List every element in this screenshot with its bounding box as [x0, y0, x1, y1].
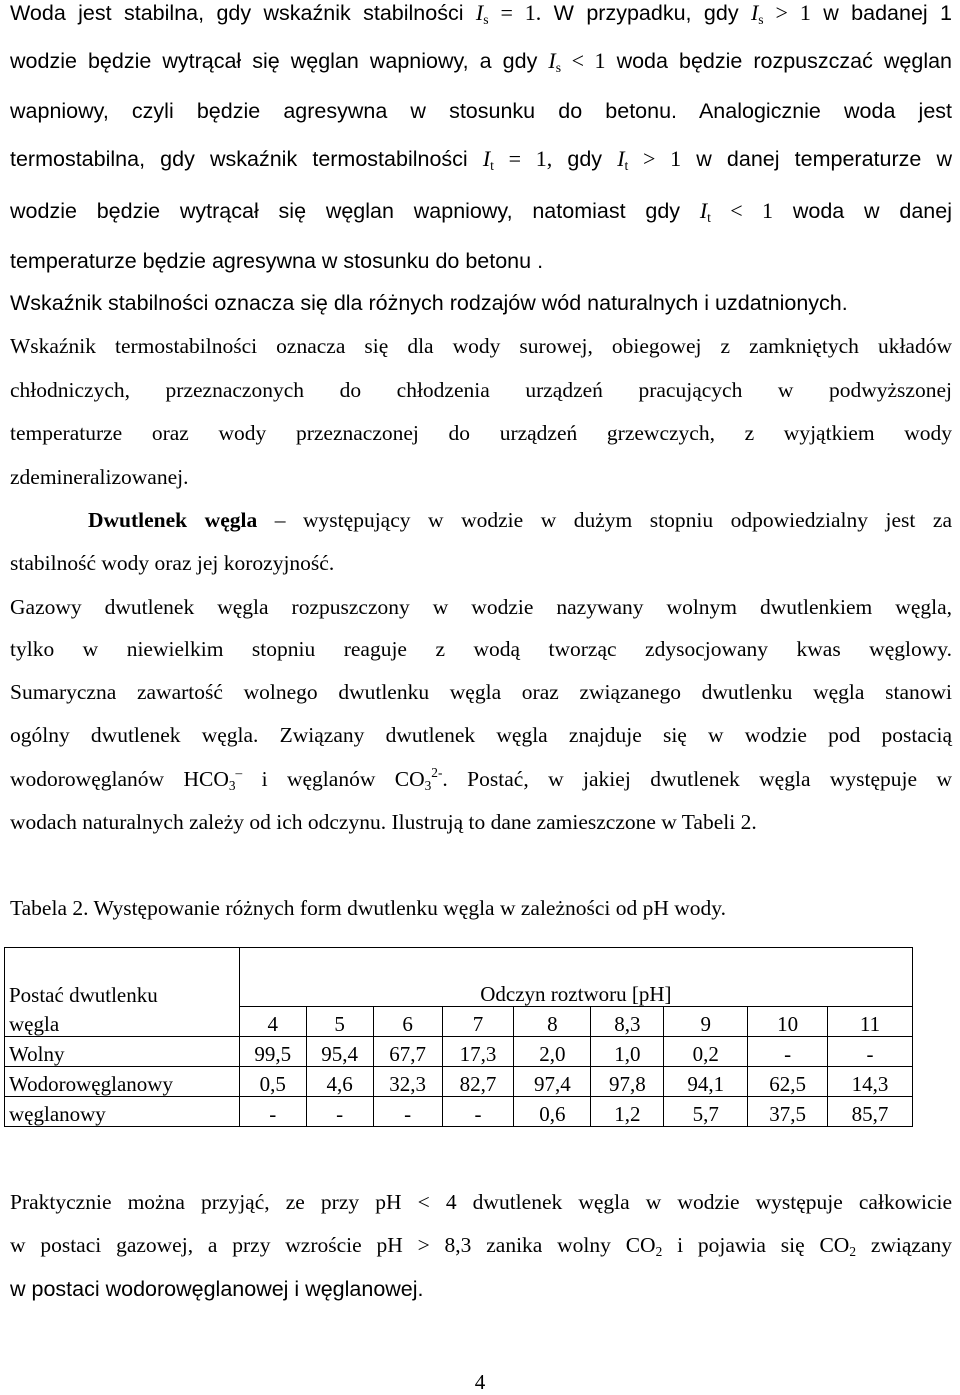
text-line	[10, 198, 952, 224]
text-span: i pojawia się CO	[677, 1233, 850, 1257]
text-span: –	[274, 508, 286, 532]
table-cell: -	[748, 1037, 828, 1067]
text-span: Tabela 2. Występowanie różnych form dwutlenku węgla w zależności od pH wody.	[10, 896, 727, 920]
math-symbol: I	[750, 0, 759, 25]
chem-subscript: 2	[849, 1244, 857, 1259]
text-line	[10, 333, 952, 359]
ph-value-cell: 8	[514, 1007, 591, 1037]
header-label-cell	[5, 948, 240, 1007]
table-cell: 82,7	[442, 1067, 514, 1097]
table-caption	[10, 895, 952, 921]
math-expression: > 1	[643, 146, 682, 171]
table-cell: 62,5	[748, 1067, 828, 1097]
text-span: w danej temperaturze w	[696, 147, 952, 171]
page-number: 4	[474, 1370, 486, 1394]
text-line	[10, 48, 952, 74]
table-cell: 0,2	[664, 1037, 748, 1067]
text-line	[10, 1189, 952, 1215]
table-cell: 94,1	[664, 1067, 748, 1097]
ph-value-cell: 8,3	[591, 1007, 664, 1037]
ph-value-cell: 9	[664, 1007, 748, 1037]
text-line	[10, 594, 952, 620]
table-cell: -	[442, 1097, 514, 1127]
text-line	[10, 420, 952, 446]
math-symbol: I	[482, 146, 491, 171]
table-cell: 1,0	[591, 1037, 664, 1067]
table-cell: 99,5	[239, 1037, 306, 1067]
table-cell: 5,7	[664, 1097, 748, 1127]
text-span: wodzie będzie wytrącał się węglan wapniowy, a gdy	[10, 49, 538, 73]
text-line	[10, 722, 952, 748]
text-span: i węglanów CO	[261, 767, 425, 791]
table-cell: -	[306, 1097, 373, 1127]
text-span: występujący w wodzie w dużym stopniu odpowiedzialny jest za	[303, 508, 952, 532]
text-span: Praktycznie można przyjąć, ze przy pH < 4 dwutlenek węgla w wodzie występuje całkowicie	[10, 1190, 952, 1214]
text-line	[10, 0, 952, 26]
text-span: wodach naturalnych zależy od ich odczynu. Ilustrują to dane zamieszczone w Tabeli 2.	[10, 810, 757, 834]
table-cell: 17,3	[442, 1037, 514, 1067]
text-span: stabilność wody oraz jej korozyjność.	[10, 551, 335, 575]
text-span: chłodniczych, przeznaczonych do chłodzenia urządzeń pracujących w podwyższonej	[10, 378, 952, 402]
ph-value-cell: 11	[828, 1007, 913, 1037]
text-span: ogólny dwutlenek węgla. Związany dwutlenek węgla znajduje się w wodzie pod postacią	[10, 723, 952, 747]
chem-superscript: –	[235, 765, 243, 780]
text-span: Wskaźnik termostabilności oznacza się dla wody surowej, obiegowej z zamkniętych układów	[10, 334, 952, 358]
text-span: W przypadku, gdy	[553, 1, 739, 25]
chem-subscript: 3	[424, 778, 432, 793]
text-span: związany	[870, 1233, 953, 1257]
math-symbol: I	[475, 0, 484, 25]
text-line	[10, 290, 952, 316]
row-label-cell	[5, 1067, 240, 1097]
text-span: tylko w niewielkim stopniu reaguje z wodą tworząc zdysocjowany kwas węglowy.	[10, 637, 952, 661]
text-line	[10, 550, 952, 576]
math-symbol: I	[699, 198, 708, 223]
math-expression: = 1.	[500, 0, 542, 25]
text-span: Gazowy dwutlenek węgla rozpuszczony w wodzie nazywany wolnym dwutlenkiem węgla,	[10, 595, 952, 619]
ph-value-cell: 7	[442, 1007, 514, 1037]
text-line	[10, 809, 952, 835]
header-label-cell	[5, 1007, 240, 1037]
text-span: temperaturze będzie agresywna w stosunku do betonu .	[10, 249, 544, 273]
row-label: Wodorowęglanowy	[9, 1072, 173, 1096]
text-line	[10, 679, 952, 705]
row-label: węglanowy	[9, 1102, 106, 1126]
row-label: Wolny	[9, 1042, 65, 1066]
math-subscript: t	[707, 210, 711, 225]
text-line	[10, 248, 952, 274]
table-cell: 67,7	[373, 1037, 442, 1067]
text-line	[10, 98, 952, 124]
ph-table	[4, 947, 913, 1127]
table-cell: 1,2	[591, 1097, 664, 1127]
header-label: Postać dwutlenku	[9, 982, 158, 1007]
table-cell: 32,3	[373, 1067, 442, 1097]
table-cell: 95,4	[306, 1037, 373, 1067]
header-span-label: Odczyn roztworu [pH]	[480, 982, 672, 1006]
text-span: w badanej 1	[823, 1, 953, 25]
math-expression: = 1,	[508, 146, 553, 171]
text-span: temperaturze oraz wody przeznaczonej do urządzeń grzewczych, z wyjątkiem wody	[10, 421, 952, 445]
text-line	[10, 377, 952, 403]
text-line	[10, 1232, 952, 1258]
text-line	[10, 464, 952, 490]
ph-value-cell: 4	[239, 1007, 306, 1037]
math-expression: < 1	[571, 48, 606, 73]
table-cell: 0,5	[239, 1067, 306, 1097]
table-cell: 97,8	[591, 1067, 664, 1097]
math-subscript: s	[758, 12, 764, 27]
table-row	[5, 1037, 913, 1067]
text-span: Woda jest stabilna, gdy wskaźnik stabilności	[10, 1, 464, 25]
math-symbol: I	[548, 48, 556, 73]
table-cell: -	[239, 1097, 306, 1127]
text-line	[10, 636, 952, 662]
header-label: węgla	[9, 1012, 60, 1036]
bold-term: Dwutlenek węgla	[88, 508, 258, 532]
header-span-cell	[239, 948, 912, 1007]
table-row	[5, 1097, 913, 1127]
text-span: woda będzie rozpuszczać węglan	[616, 49, 953, 73]
text-line	[10, 1276, 952, 1302]
math-subscript: t	[490, 158, 494, 173]
text-span: wapniowy, czyli będzie agresywna w stosunku do betonu. Analogicznie woda jest	[10, 99, 952, 123]
ph-value-cell: 10	[748, 1007, 828, 1037]
math-expression: > 1	[775, 0, 811, 25]
text-line	[10, 766, 952, 792]
text-span: woda w danej	[792, 199, 952, 223]
table-cell: 0,6	[514, 1097, 591, 1127]
text-span: w postaci gazowej, a przy wzroście pH > 8,3 zanika wolny CO	[10, 1233, 656, 1257]
table-cell: 4,6	[306, 1067, 373, 1097]
table-cell: 97,4	[514, 1067, 591, 1097]
table-cell: 2,0	[514, 1037, 591, 1067]
table-row	[5, 1067, 913, 1097]
ph-value-cell: 6	[373, 1007, 442, 1037]
text-span: Sumaryczna zawartość wolnego dwutlenku węgla oraz związanego dwutlenku węgla stanowi	[10, 680, 952, 704]
text-span: w postaci wodorowęglanowej i węglanowej.	[10, 1277, 424, 1301]
text-line	[88, 507, 952, 533]
text-span: wodzie będzie wytrącał się węglan wapniowy, natomiast gdy	[10, 199, 681, 223]
text-span: termostabilna, gdy wskaźnik termostabilności	[10, 147, 468, 171]
table-cell: 85,7	[828, 1097, 913, 1127]
row-label-cell	[5, 1037, 240, 1067]
chem-subscript: 3	[228, 778, 236, 793]
math-subscript: t	[624, 158, 629, 173]
math-expression: < 1	[730, 198, 774, 223]
text-span: wodorowęglanów HCO	[10, 767, 229, 791]
chem-superscript: 2-	[431, 765, 443, 780]
row-label-cell	[5, 1097, 240, 1127]
table-cell: -	[828, 1037, 913, 1067]
math-symbol: I	[617, 146, 625, 171]
ph-value-cell: 5	[306, 1007, 373, 1037]
table-cell: 37,5	[748, 1097, 828, 1127]
text-span: gdy	[567, 147, 603, 171]
table-cell: -	[373, 1097, 442, 1127]
text-span: Wskaźnik stabilności oznacza się dla różnych rodzajów wód naturalnych i uzdatnionych.	[10, 291, 848, 315]
text-span: . Postać, w jakiej dwutlenek węgla występuje w	[442, 767, 953, 791]
table-ph-row	[5, 1007, 913, 1037]
text-span: zdemineralizowanej.	[10, 465, 189, 489]
table-cell: 14,3	[828, 1067, 913, 1097]
text-line	[10, 146, 952, 172]
chem-subscript: 2	[655, 1244, 663, 1259]
math-subscript: s	[483, 12, 489, 27]
math-subscript: s	[555, 60, 561, 75]
table-header-row	[5, 948, 913, 1007]
